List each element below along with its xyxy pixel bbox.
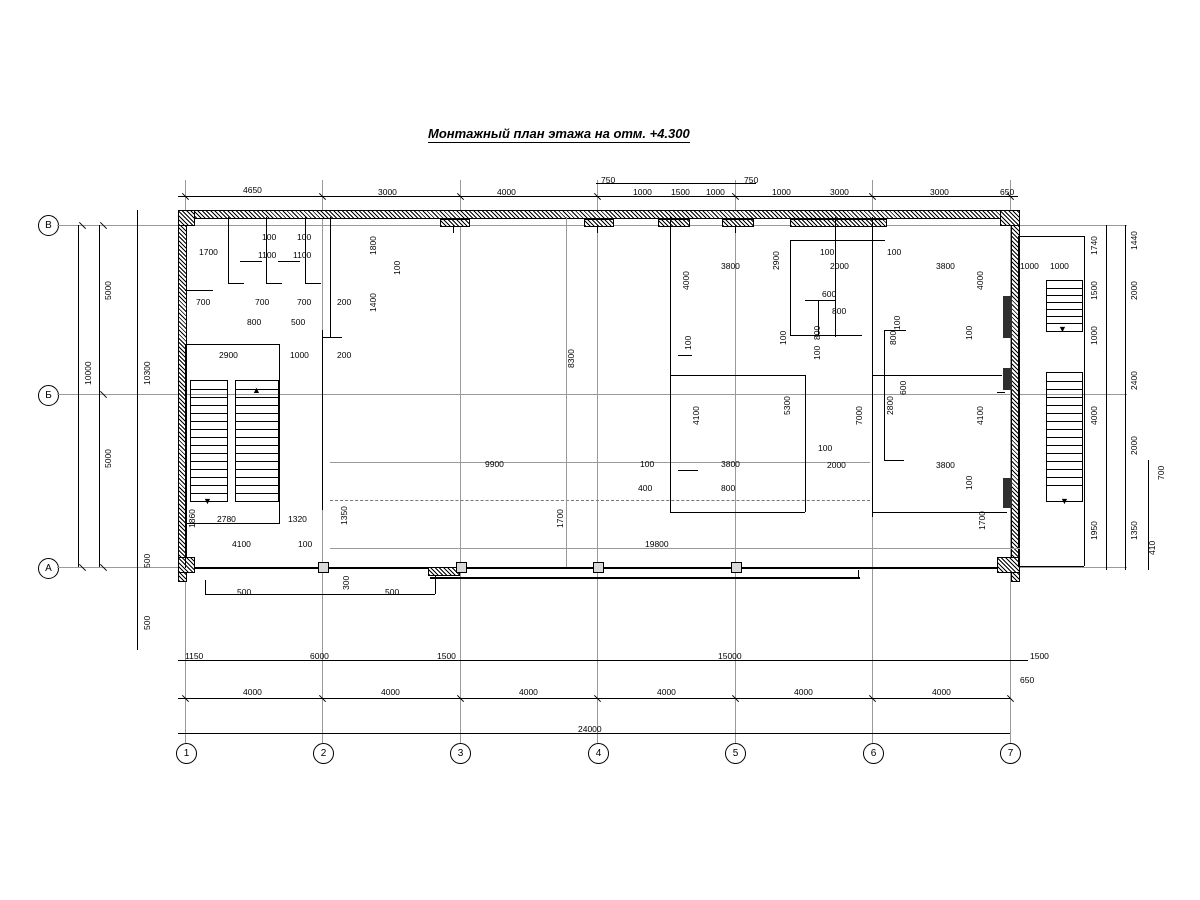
drawing-title: Монтажный план этажа на отм. +4.300 bbox=[428, 126, 690, 141]
beam-top-2-stem bbox=[597, 225, 598, 233]
dimension-text-vertical-19: 2900 bbox=[771, 251, 781, 270]
dimension-text-vertical-34: 4000 bbox=[1089, 406, 1099, 425]
dimension-text-inside-12: 1000 bbox=[290, 350, 309, 360]
wall-mr-v1 bbox=[790, 240, 791, 335]
dimension-text-bottom-8: 4000 bbox=[519, 687, 538, 697]
wall-left-stairshaft-right bbox=[279, 344, 280, 524]
door-mid-1 bbox=[678, 470, 698, 471]
dimension-text-bottom-11: 4000 bbox=[932, 687, 951, 697]
dim-line-left-2 bbox=[78, 225, 79, 567]
dim-line-9900 bbox=[330, 462, 870, 463]
dimension-text-bottom-2: 1500 bbox=[437, 651, 456, 661]
axis-label-v-0: В bbox=[38, 215, 59, 236]
dimension-text-vertical-4: 500 bbox=[142, 553, 152, 568]
dim-line-left-1 bbox=[99, 225, 100, 567]
dimension-text-inside-9: 800 bbox=[247, 317, 262, 327]
dimension-text-inside-5: 700 bbox=[196, 297, 211, 307]
stair-right-down-icon: ▼ bbox=[1058, 324, 1067, 334]
dimension-text-top-9: 3000 bbox=[830, 187, 849, 197]
wall-mid-left bbox=[670, 217, 671, 512]
column-bottom-3 bbox=[593, 562, 604, 573]
beam-top-1 bbox=[440, 219, 470, 227]
axis-label-h-6: 7 bbox=[1000, 743, 1021, 764]
axis-label-v-2: А bbox=[38, 558, 59, 579]
dimension-text-vertical-43: 410 bbox=[1147, 540, 1157, 555]
dimension-text-vertical-1: 5000 bbox=[103, 449, 113, 468]
dimension-text-inside-37: 1000 bbox=[1050, 261, 1069, 271]
dimension-text-inside-13: 200 bbox=[337, 350, 352, 360]
dimension-text-bottom-9: 4000 bbox=[657, 687, 676, 697]
dimension-text-top-10: 3000 bbox=[930, 187, 949, 197]
stair-flight-left-2 bbox=[235, 380, 279, 502]
door-tl-2 bbox=[266, 283, 282, 284]
terrace-line-2 bbox=[205, 580, 206, 594]
dimension-text-vertical-21: 100 bbox=[812, 345, 822, 360]
dim-line-left-3 bbox=[137, 210, 138, 600]
stair-right-down-icon-2: ▼ bbox=[1060, 496, 1069, 506]
dimension-text-bottom-3: 15000 bbox=[718, 651, 742, 661]
dim-line-right-1 bbox=[1106, 225, 1107, 570]
hidden-line-center bbox=[330, 500, 870, 501]
slab-edge-end bbox=[858, 570, 859, 579]
column-corner-tl bbox=[178, 210, 195, 226]
wall-right-block-inner bbox=[884, 330, 885, 460]
dimension-text-inside-24: 3800 bbox=[721, 459, 740, 469]
wall-right-ext-v bbox=[1018, 236, 1019, 566]
dimension-text-vertical-40: 2000 bbox=[1129, 436, 1139, 455]
dimension-text-vertical-8: 1860 bbox=[187, 509, 197, 528]
axis-label-h-1: 2 bbox=[313, 743, 334, 764]
dimension-text-top-4: 1000 bbox=[633, 187, 652, 197]
dimension-text-bottom-6: 4000 bbox=[243, 687, 262, 697]
dimension-text-vertical-15: 100 bbox=[683, 335, 693, 350]
dimension-text-bottom-4: 1500 bbox=[1030, 651, 1049, 661]
dimension-text-inside-21: 500 bbox=[385, 587, 400, 597]
dimension-text-vertical-20: 800 bbox=[812, 325, 822, 340]
dim-line-bottom-1 bbox=[178, 660, 1028, 661]
dimension-text-inside-33: 100 bbox=[818, 443, 833, 453]
dimension-text-vertical-30: 100 bbox=[964, 475, 974, 490]
stair-direction-up-icon: ▲ bbox=[252, 385, 261, 395]
door-mid-2 bbox=[678, 355, 692, 356]
dimension-text-vertical-31: 1700 bbox=[977, 511, 987, 530]
axis-label-v-1: Б bbox=[38, 385, 59, 406]
dimension-text-top-3: 750 bbox=[601, 175, 616, 185]
dimension-text-vertical-26: 7000 bbox=[854, 406, 864, 425]
dimension-text-vertical-14: 4000 bbox=[681, 271, 691, 290]
dimension-text-vertical-13: 1700 bbox=[555, 509, 565, 528]
fixture-tl-3 bbox=[185, 290, 213, 291]
stair-flight-left bbox=[190, 380, 228, 502]
dimension-text-inside-8: 200 bbox=[337, 297, 352, 307]
wall-tl-right bbox=[330, 217, 331, 337]
dimension-text-vertical-5: 500 bbox=[142, 615, 152, 630]
dimension-text-inside-4: 1100 bbox=[293, 250, 312, 260]
stair-direction-down-icon: ▼ bbox=[203, 496, 212, 506]
dimension-text-vertical-22: 100 bbox=[892, 315, 902, 330]
dimension-text-inside-1: 100 bbox=[262, 232, 277, 242]
wall-mr-h1 bbox=[790, 240, 885, 241]
dimension-text-inside-3: 1100 bbox=[258, 250, 277, 260]
dimension-text-inside-31: 600 bbox=[822, 289, 837, 299]
dimension-text-vertical-29: 4100 bbox=[975, 406, 985, 425]
dimension-text-inside-20: 500 bbox=[237, 587, 252, 597]
dimension-text-top-1: 3000 bbox=[378, 187, 397, 197]
dimension-text-inside-17: 4100 bbox=[232, 539, 251, 549]
wall-mid-right bbox=[805, 375, 806, 512]
dimension-text-vertical-12: 8300 bbox=[566, 349, 576, 368]
door-right-2 bbox=[997, 392, 1005, 393]
dimension-text-vertical-36: 1740 bbox=[1089, 236, 1099, 255]
dim-line-bottom-2 bbox=[178, 698, 1010, 699]
wall-corridor-left bbox=[322, 330, 323, 510]
stair-flight-right-2 bbox=[1046, 372, 1083, 502]
dimension-text-vertical-6: 300 bbox=[341, 575, 351, 590]
dimension-text-vertical-25: 600 bbox=[898, 380, 908, 395]
axis-label-h-2: 3 bbox=[450, 743, 471, 764]
dimension-text-vertical-10: 100 bbox=[392, 260, 402, 275]
axis-label-h-5: 6 bbox=[863, 743, 884, 764]
dim-line-center-v bbox=[566, 217, 567, 567]
dimension-text-vertical-24: 2800 bbox=[885, 396, 895, 415]
beam-top-1-stem bbox=[453, 225, 454, 233]
dimension-text-inside-34: 2000 bbox=[827, 460, 846, 470]
dimension-text-inside-23: 100 bbox=[640, 459, 655, 469]
wall-left-inner-h bbox=[185, 344, 279, 345]
column-dark-1 bbox=[1003, 296, 1012, 338]
axis-label-h-4: 5 bbox=[725, 743, 746, 764]
wall-mid-h1 bbox=[670, 375, 805, 376]
dimension-text-top-2: 4000 bbox=[497, 187, 516, 197]
dimension-text-top-11: 650 bbox=[1000, 187, 1015, 197]
dimension-text-vertical-32: 1500 bbox=[1089, 281, 1099, 300]
wall-right-block-h1 bbox=[872, 375, 1002, 376]
beam-top-4 bbox=[722, 219, 754, 227]
dimension-text-inside-2: 100 bbox=[297, 232, 312, 242]
dim-line-19800 bbox=[330, 548, 1020, 549]
dimension-text-vertical-23: 800 bbox=[888, 330, 898, 345]
wall-right-ext-h1 bbox=[1018, 236, 1084, 237]
dimension-text-top-0: 4650 bbox=[243, 185, 262, 195]
door-tl-1 bbox=[228, 283, 244, 284]
dimension-text-vertical-28: 100 bbox=[964, 325, 974, 340]
column-corner-bl bbox=[178, 557, 195, 573]
column-dark-2 bbox=[1003, 368, 1012, 390]
dimension-text-inside-0: 1700 bbox=[199, 247, 218, 257]
dimension-text-bottom-0: 1150 bbox=[185, 651, 204, 661]
dimension-text-bottom-5: 650 bbox=[1020, 675, 1035, 685]
dimension-text-vertical-9: 1800 bbox=[368, 236, 378, 255]
wall-mid-bottom bbox=[670, 512, 805, 513]
axis-label-h-0: 1 bbox=[176, 743, 197, 764]
dimension-text-inside-32: 800 bbox=[832, 306, 847, 316]
dimension-text-inside-29: 2000 bbox=[830, 261, 849, 271]
wall-tl-part1 bbox=[228, 217, 229, 283]
dimension-text-inside-27: 100 bbox=[820, 247, 835, 257]
column-bottom-1 bbox=[318, 562, 329, 573]
dimension-text-inside-18: 100 bbox=[298, 539, 313, 549]
dimension-text-top-6: 1000 bbox=[706, 187, 725, 197]
wall-mr-h2 bbox=[790, 335, 862, 336]
dimension-text-bottom-10: 4000 bbox=[794, 687, 813, 697]
fixture-tl-1 bbox=[240, 261, 262, 262]
column-bottom-4 bbox=[731, 562, 742, 573]
dimension-text-inside-11: 2900 bbox=[219, 350, 238, 360]
dimension-text-inside-16: 1320 bbox=[288, 514, 307, 524]
dimension-text-inside-7: 700 bbox=[297, 297, 312, 307]
dimension-text-vertical-0: 5000 bbox=[103, 281, 113, 300]
dimension-text-inside-15: 2780 bbox=[217, 514, 236, 524]
dimension-text-inside-25: 400 bbox=[638, 483, 653, 493]
dimension-text-vertical-7: 1350 bbox=[339, 506, 349, 525]
dimension-text-vertical-38: 2000 bbox=[1129, 281, 1139, 300]
beam-top-3 bbox=[658, 219, 690, 227]
column-dark-3 bbox=[1003, 478, 1012, 508]
beam-top-4-stem bbox=[735, 225, 736, 233]
wall-right-ext-h2 bbox=[1018, 566, 1084, 567]
dimension-text-inside-14: 9900 bbox=[485, 459, 504, 469]
dimension-text-vertical-2: 10000 bbox=[83, 361, 93, 385]
dimension-text-vertical-33: 1000 bbox=[1089, 326, 1099, 345]
slab-edge bbox=[430, 577, 860, 579]
dimension-text-inside-10: 500 bbox=[291, 317, 306, 327]
dim-line-left-4 bbox=[137, 600, 138, 650]
wall-left-inner-v bbox=[185, 344, 186, 568]
door-right-1 bbox=[884, 460, 904, 461]
dimension-text-inside-35: 3800 bbox=[936, 460, 955, 470]
dimension-text-vertical-3: 10300 bbox=[142, 361, 152, 385]
fixture-tl-2 bbox=[278, 261, 300, 262]
dimension-text-vertical-11: 1400 bbox=[368, 293, 378, 312]
dimension-text-inside-30: 3800 bbox=[936, 261, 955, 271]
dimension-text-vertical-18: 5300 bbox=[782, 396, 792, 415]
dimension-text-vertical-41: 700 bbox=[1156, 465, 1166, 480]
dimension-text-vertical-42: 1350 bbox=[1129, 521, 1139, 540]
dimension-text-vertical-39: 2400 bbox=[1129, 371, 1139, 390]
dimension-text-vertical-16: 4100 bbox=[691, 406, 701, 425]
wall-mr-h3 bbox=[805, 300, 835, 301]
dimension-text-vertical-27: 4000 bbox=[975, 271, 985, 290]
dimension-text-bottom-7: 4000 bbox=[381, 687, 400, 697]
dimension-text-bottom-12: 24000 bbox=[578, 724, 602, 734]
wall-corridor-jog bbox=[322, 337, 342, 338]
dim-line-right-2 bbox=[1125, 225, 1126, 570]
dimension-text-inside-22: 3800 bbox=[721, 261, 740, 271]
dimension-text-inside-19: 19800 bbox=[645, 539, 669, 549]
dimension-text-inside-36: 1000 bbox=[1020, 261, 1039, 271]
column-corner-br bbox=[997, 557, 1020, 573]
dim-line-top-2 bbox=[596, 183, 756, 184]
wall-mr-v3 bbox=[835, 217, 836, 337]
column-bottom-2 bbox=[456, 562, 467, 573]
dimension-text-top-5: 1500 bbox=[671, 187, 690, 197]
dimension-text-vertical-37: 1440 bbox=[1129, 231, 1139, 250]
dimension-text-vertical-17: 100 bbox=[778, 330, 788, 345]
beam-top-2 bbox=[584, 219, 614, 227]
dimension-text-inside-6: 700 bbox=[255, 297, 270, 307]
dimension-text-inside-28: 100 bbox=[887, 247, 902, 257]
dimension-text-vertical-35: 1950 bbox=[1089, 521, 1099, 540]
column-corner-tr bbox=[1000, 210, 1020, 226]
wall-right-ext-v2 bbox=[1084, 236, 1085, 566]
dimension-text-inside-26: 800 bbox=[721, 483, 736, 493]
dimension-text-top-7: 750 bbox=[744, 175, 759, 185]
wall-right-block-left bbox=[872, 217, 873, 517]
axis-label-h-3: 4 bbox=[588, 743, 609, 764]
door-tl-3 bbox=[305, 283, 321, 284]
dimension-text-bottom-1: 6000 bbox=[310, 651, 329, 661]
dimension-text-top-8: 1000 bbox=[772, 187, 791, 197]
